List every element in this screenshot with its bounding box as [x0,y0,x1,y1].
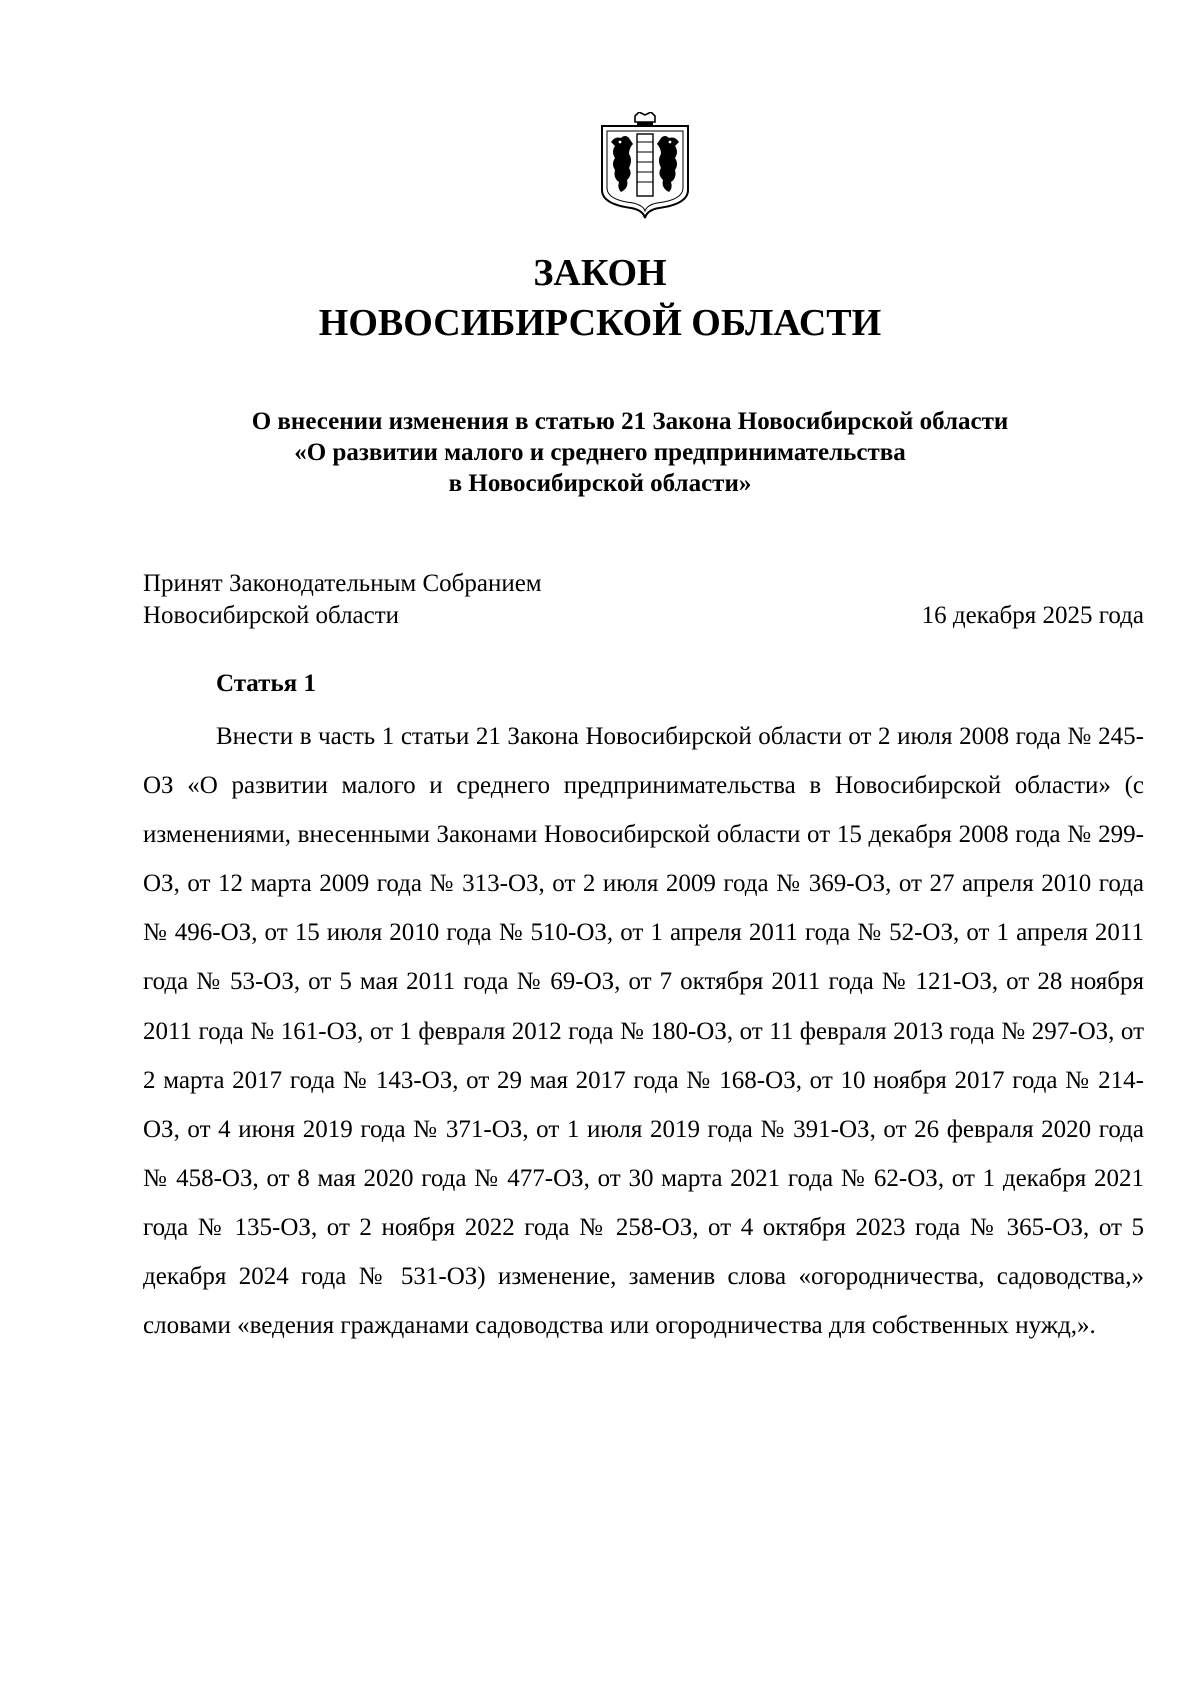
law-region: НОВОСИБИРСКОЙ ОБЛАСТИ [318,302,882,344]
adoption-body-line-2: Новосибирской области [143,602,400,629]
adoption-date: 16 декабря 2025 года [921,602,1144,629]
article-body: Внести в часть 1 статьи 21 Закона Новосибирской области от 2 июля 2008 года № 245-ОЗ «О развитии малого и среднего предпринимательства в Новосибирской области» (с изменениями, внесенными Законами Новосибирской области от 15 декабря 2008 года № 299-ОЗ, от 12 марта 2009 года № 313-ОЗ, от 2 июля 2009 года № 369-ОЗ, от 27 апреля 2010 года № 496-ОЗ, от 15 июля 2010 года № 510-ОЗ, от 1 апреля 2011 года № 52-ОЗ, от 1 апреля 2011 года № 53-ОЗ, от 5 мая 2011 года № 69-ОЗ, от 7 октября 2011 года № 121-ОЗ, от 28 ноября 2011 года № 161-ОЗ, от 1 февраля 2012 года № 180-ОЗ, от 11 февраля 2013 года № 297-ОЗ, от 2 марта 2017 года № 143-ОЗ, от 29 мая 2017 года № 168-ОЗ, от 10 ноября 2017 года № 214-ОЗ, от 4 июня 2019 года № 371-ОЗ, от 1 июля 2019 года № 391-ОЗ, от 26 февраля 2020 года № 458-ОЗ, от 8 мая 2020 года № 477-ОЗ, от 30 марта 2021 года № 62-ОЗ, от 1 декабря 2021 года № 135-ОЗ, от 2 ноября 2022 года № 258-ОЗ, от 4 октября 2023 года № 365-ОЗ, от 5 декабря 2024 года № 531-ОЗ) изменение, заменив слова «огородничества, садоводства,» словами «ведения гражданами садоводства или огородничества для собственных нужд,». [143,723,1144,1340]
law-subject-line-1: О внесении изменения в статью 21 Закона Новосибирской области [251,408,1009,435]
adoption-body-line-1: Принят Законодательным Собранием [143,570,542,597]
coat-of-arms-icon [599,112,691,220]
law-subject-line-3: в Новосибирской области» [448,470,752,497]
law-title: ЗАКОН [533,252,667,294]
article-heading: Статья 1 [216,670,316,697]
law-subject-line-2: «О развитии малого и среднего предпринимательства [294,439,906,466]
